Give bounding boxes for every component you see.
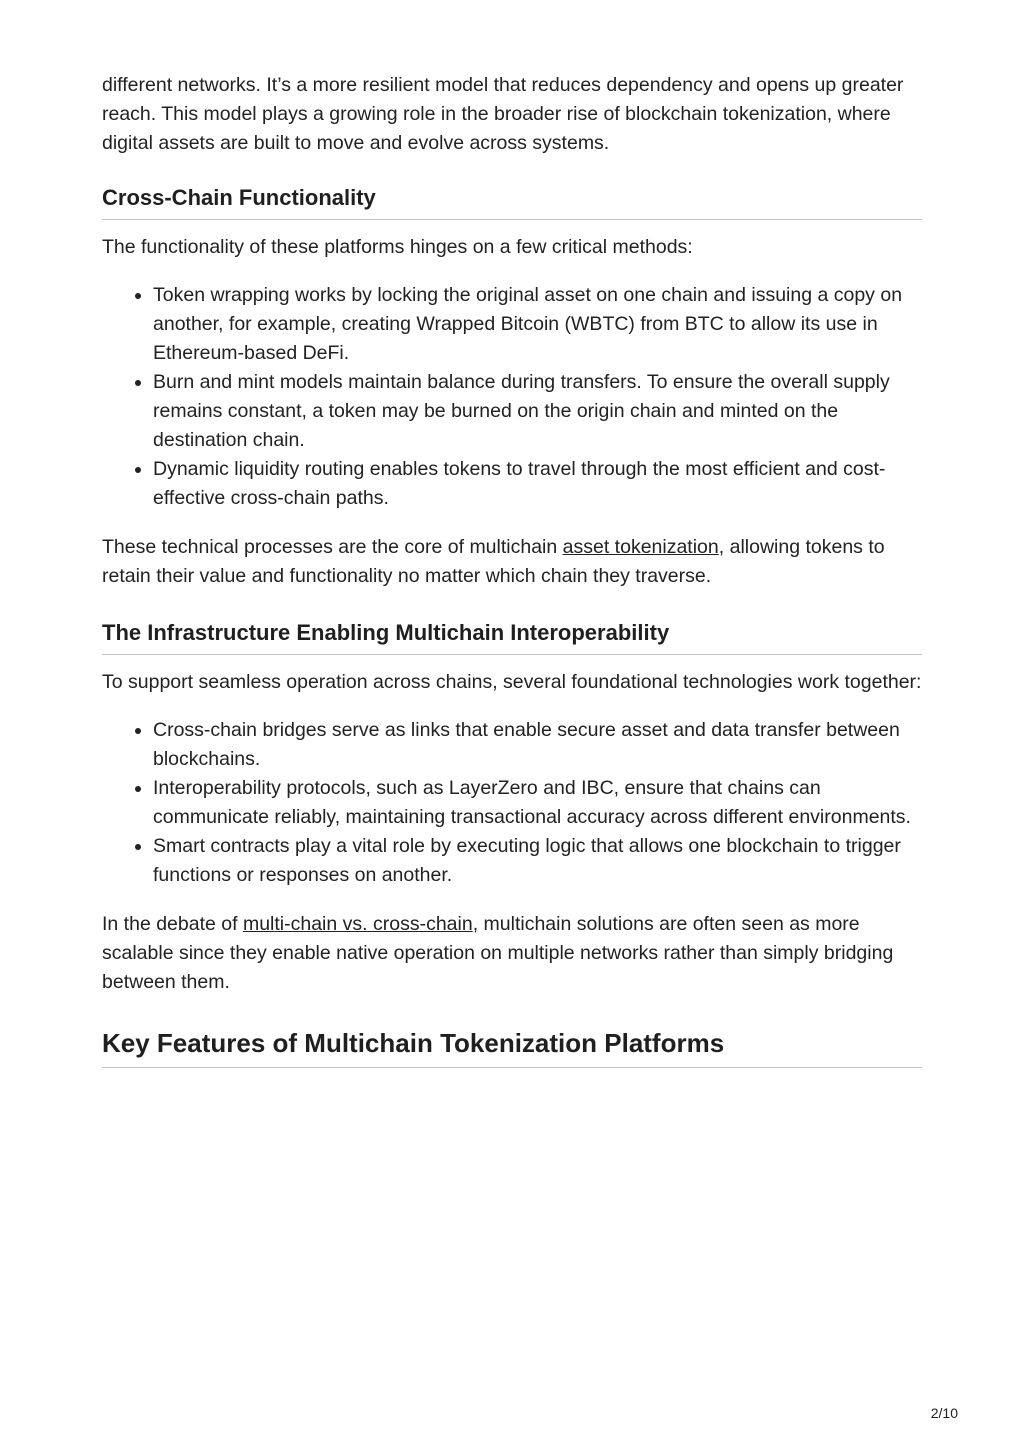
multi-chain-vs-cross-chain-link[interactable]: multi-chain vs. cross-chain <box>242 913 473 935</box>
list-item: • Interoperability protocols, such as LayerZero and IBC, ensure that chains can communicate reliably, maintaining transactional accuracy across different environments. <box>153 774 922 832</box>
list-item: • Smart contracts play a vital role by executing logic that allows one blockchain to trigger functions or responses on another. <box>153 832 922 890</box>
list-item: • Cross-chain bridges serve as links that enable secure asset and data transfer between blockchains. <box>153 716 922 774</box>
cross-chain-functionality-heading: Cross-Chain Functionality <box>102 184 922 220</box>
document-page <box>102 71 922 1068</box>
infrastructure-heading: The Infrastructure Enabling Multichain Interoperability <box>102 619 922 655</box>
intro-paragraph: different networks. It’s a more resilient model that reduces dependency and opens up greater reach. This model plays a growing role in the broader rise of blockchain tokenization, where digital assets are built to move and evolve across systems. <box>102 74 904 154</box>
key-features-heading: Key Features of Multichain Tokenization Platforms <box>102 1027 922 1068</box>
cross-chain-closing-paragraph <box>102 533 922 591</box>
closing-text-after: , allowing tokens to retain their value and functionality no matter which chain they traverse. <box>102 536 885 587</box>
closing-text-after: , multichain solutions are often seen as more scalable since they enable native operation on multiple networks rather than simply bridging between them. <box>102 913 894 993</box>
asset-tokenization-link[interactable]: asset tokenization <box>562 536 719 558</box>
cross-chain-methods-list <box>102 281 922 513</box>
page-number: 2/10 <box>930 1405 958 1421</box>
list-item: • Token wrapping works by locking the original asset on one chain and issuing a copy on another, for example, creating Wrapped Bitcoin (WBTC) from BTC to allow its use in Ethereum-based DeFi. <box>153 281 922 368</box>
infrastructure-technologies-list <box>102 716 922 890</box>
infrastructure-lead-paragraph: To support seamless operation across chains, several foundational technologies work together: <box>102 671 922 693</box>
infrastructure-closing-paragraph <box>102 910 922 997</box>
closing-text-before: These technical processes are the core of multichain <box>102 536 563 558</box>
list-item: • Burn and mint models maintain balance during transfers. To ensure the overall supply remains constant, a token may be burned on the origin chain and minted on the destination chain. <box>153 368 922 455</box>
closing-text-before: In the debate of <box>102 913 243 935</box>
cross-chain-lead-paragraph: The functionality of these platforms hinges on a few critical methods: <box>102 236 693 258</box>
list-item: • Dynamic liquidity routing enables tokens to travel through the most efficient and cost-effective cross-chain paths. <box>153 455 922 513</box>
